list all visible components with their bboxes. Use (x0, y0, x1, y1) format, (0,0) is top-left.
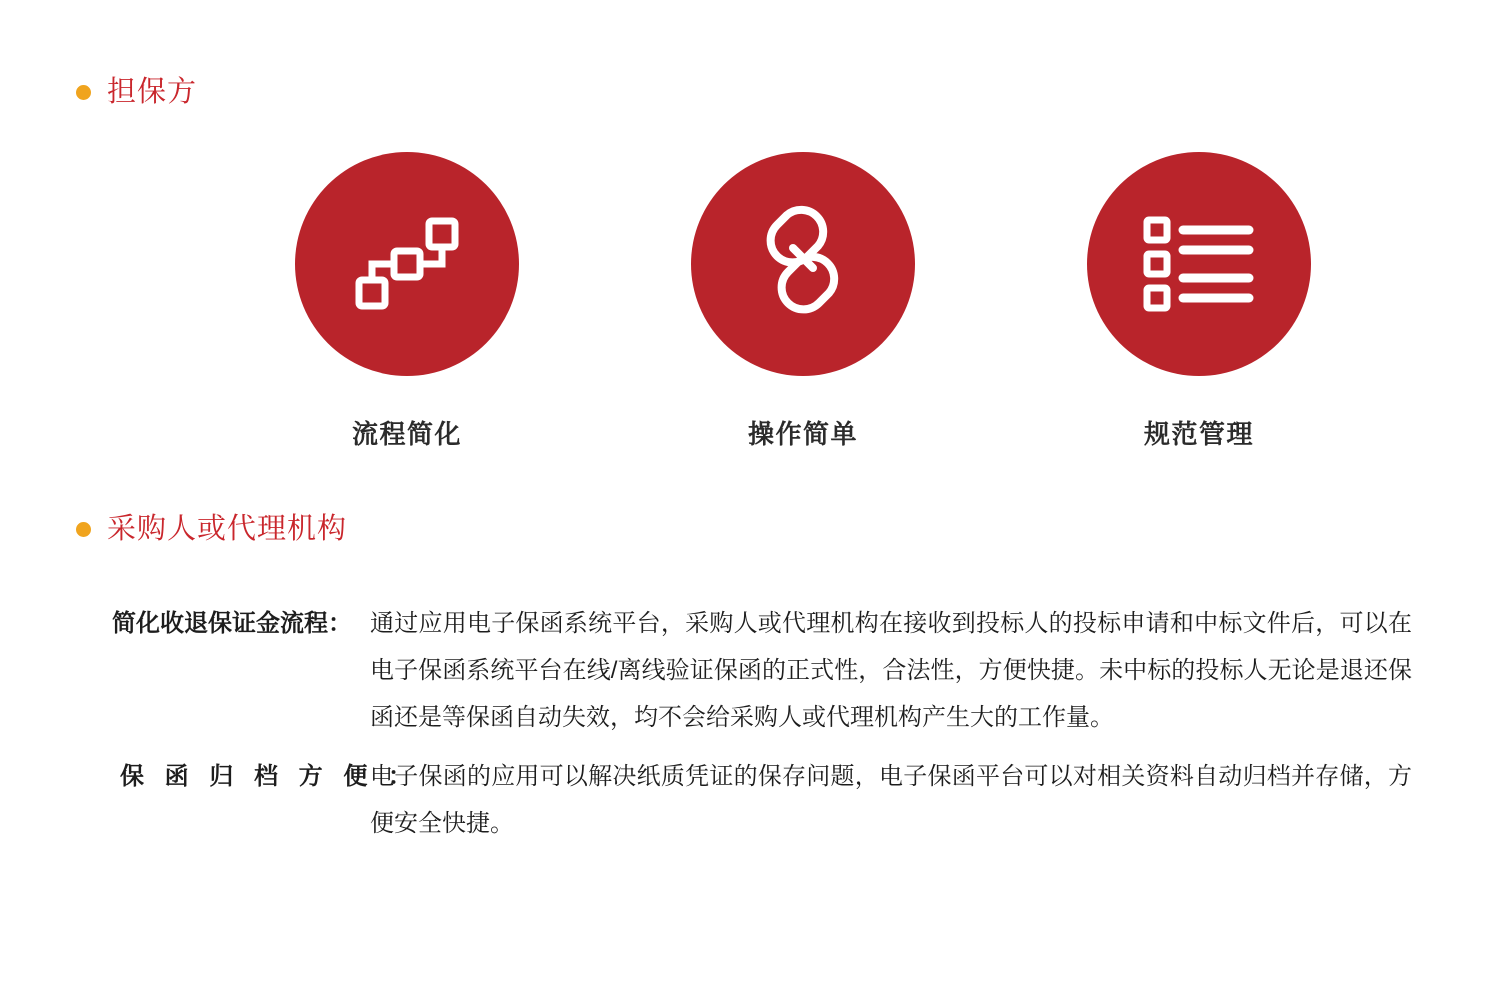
chain-link-icon (741, 202, 865, 326)
section-title-buyer: 采购人或代理机构 (107, 513, 348, 545)
icon-item-management (1087, 152, 1311, 451)
paragraph-text-archive: 电子保函的应用可以解决纸质凭证的保存问题，电子保函平台可以对相关资料自动归档并存储，方便安全快捷。 (370, 763, 1412, 837)
section-heading-buyer (76, 515, 347, 544)
icon-circle-operation (691, 152, 915, 376)
paragraph-block (112, 600, 1412, 859)
paragraph-text-process: 通过应用电子保函系统平台，采购人或代理机构在接收到投标人的投标申请和中标文件后，可以在电子保函系统平台在线/离线验证保函的正式性，合法性，方便快捷。未中标的投标人无论是退还保函还是等保函自动失效，均不会给采购人或代理机构产生大的工作量。 (370, 610, 1412, 731)
list-icon (1137, 202, 1261, 326)
section-title-guarantor: 担保方 (107, 76, 198, 108)
icon-label-management: 规范管理 (1143, 419, 1254, 449)
bullet-dot-icon (76, 85, 91, 100)
section-heading-guarantor (76, 78, 197, 107)
icon-label-operation: 操作简单 (747, 419, 858, 449)
icon-item-operation (691, 152, 915, 451)
icon-circle-management (1087, 152, 1311, 376)
icon-circle-process (295, 152, 519, 376)
paragraph-label-archive: 保 函 归 档 方 便 ： (120, 763, 420, 790)
paragraph-item (112, 600, 1412, 741)
paragraph-label-process: 简化收退保证金流程： (112, 610, 352, 637)
paragraph-item (112, 753, 1412, 847)
icon-label-process: 流程简化 (351, 419, 462, 449)
icon-row (295, 152, 1254, 451)
bullet-dot-icon (76, 522, 91, 537)
flowchart-icon (345, 202, 469, 326)
icon-item-process (295, 152, 519, 451)
